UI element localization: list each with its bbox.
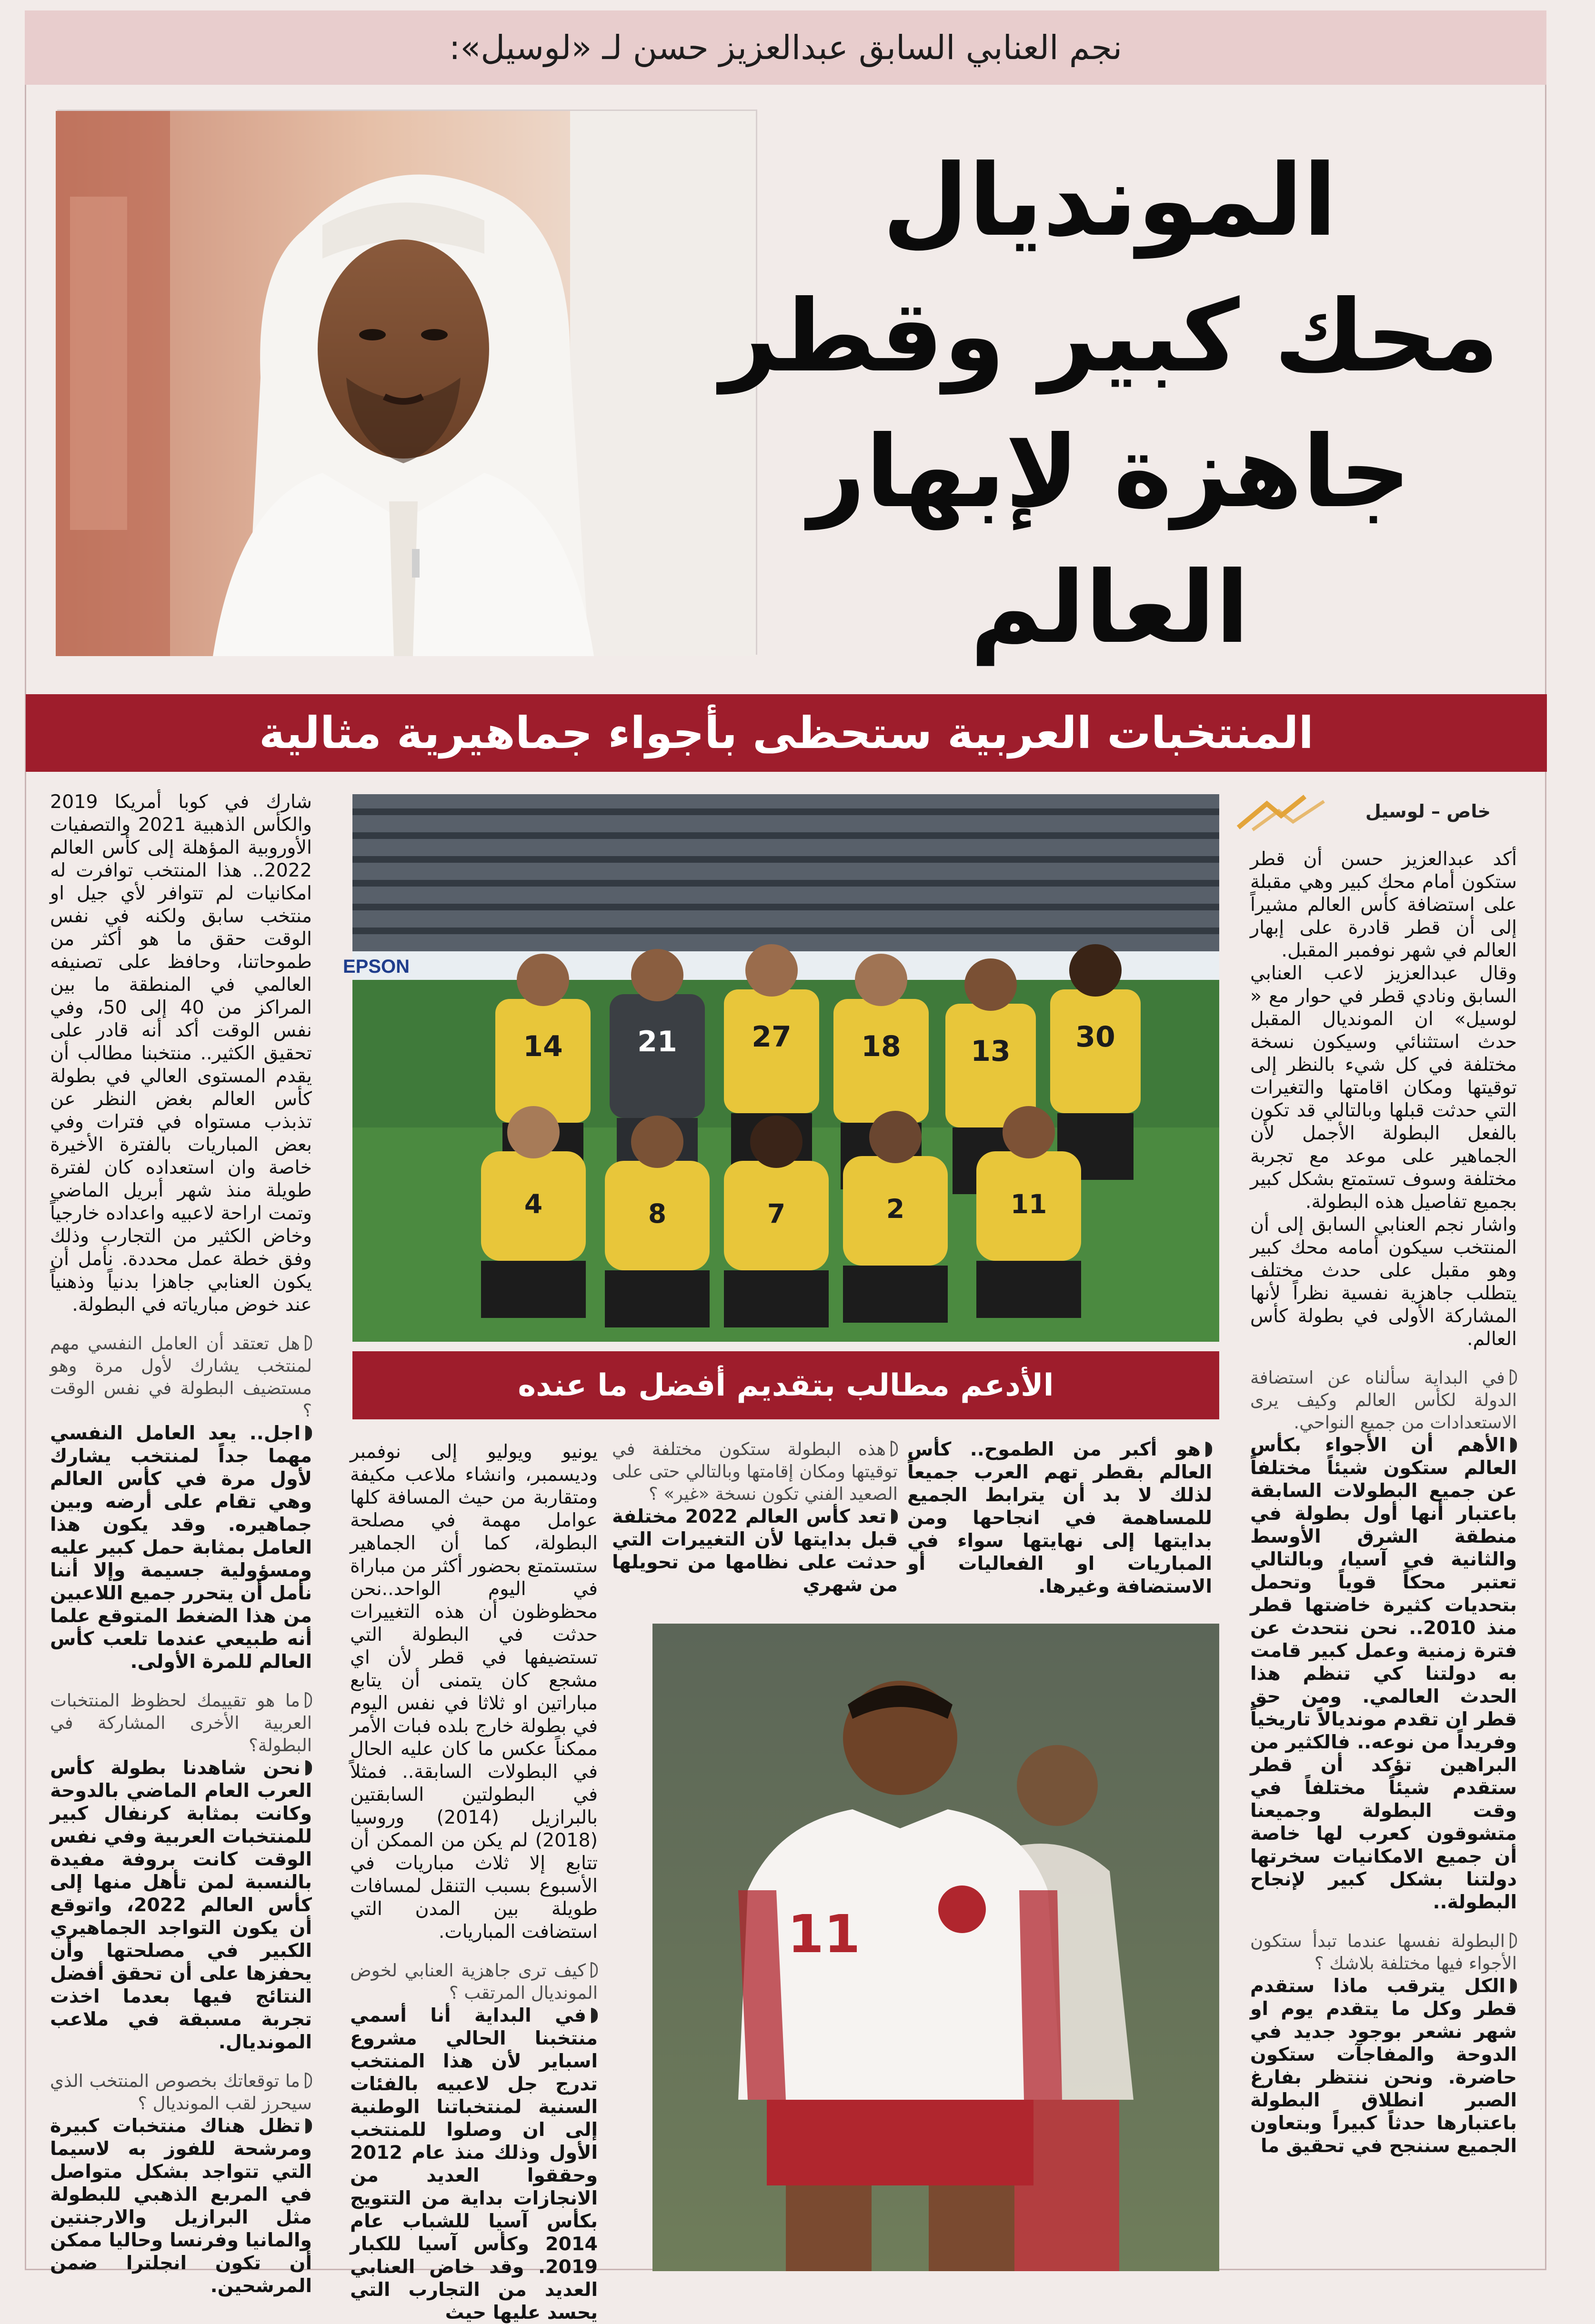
answer: تظل هناك منتخبات كبيرة ومرشحة للفوز به لاسيما التي تتواجد بشكل متواصل في المربع الذهبي للبطولة مثل البرازيل والارجنتين والمانيا وفرنسا وحاليا ممكن أن تكون انجلترا ضمن المرشحين. [50, 2115, 312, 2297]
lusail-logo-icon [1234, 794, 1338, 832]
answer: الكل يترقب ماذا ستقدم قطر وكل ما يتقدم يوم او شهر نشعر بوجود جديد في الدوحة والمفاجآت ستكون حاضرة. ونحن ننتظر بفارغ الصبر انطلاق البطولة باعتبارها حدثاً كبيراً وبتعاون الجميع سننجح في تحقيق ما [1250, 1975, 1517, 2157]
article-column-2 [907, 1438, 1212, 1605]
jersey-number: 11 [787, 1904, 861, 1965]
player-photo [652, 1624, 1219, 2271]
subtitle-banner [26, 694, 1547, 772]
paragraph: يونيو ويوليو إلى نوفمبر وديسمبر، وانشاء ملاعب مكيفة ومتقاربة من حيث المسافة كلها عوامل مهمة في مصلحة البطولة، كما أن الجماهير ستستمتع بحضور أكثر من مباراة في اليوم الواحد..نحن محظوظون أن هذه التغييرات حدثت في البطولة التي تستضيفها في قطر لأن اي مشجع كان يتمنى أن يتابع مباراتين او ثلاثا في نفس اليوم في بطولة خارج بلده فبات الأمر ممكناً عكس ما كان عليه الحال في البطولات السابقة.. فمثلاً في البطولتين السابقتين بالبرازيل (2014) وروسيا (2018) لم يكن من الممكن أن تتابع إلا ثلاث مباريات في الأسبوع بسبب التنقل لمسافات طويلة بين المدن التي استضافت المباريات. [350, 1441, 598, 1943]
question: هل تعتقد أن العامل النفسي مهم لمنتخب يشارك لأول مرة وهو مستضيف البطولة في نفس الوقت ؟ [50, 1333, 312, 1421]
subtitle-text: المنتخبات العربية ستحظى بأجواء جماهيرية مثالية [259, 708, 1314, 758]
jersey-number: 30 [1075, 1020, 1115, 1054]
answer: نحن شاهدنا بطولة كأس العرب العام الماضي بالدوحة وكانت بمثابة كرنفال كبير للمنتخبات العربية وفي نفس الوقت كانت بروفة مفيدة بالنسبة لمن تأهل منها إلى كأس العالم 2022، واتوقع أن يكون التواجد الجماهيري الكبير في مصلحتها وأن يحفزها على أن تحقق أفضل النتائج فيها بعدما اخذت تجربة مسبقة في ملاعب المونديال. [50, 1757, 312, 2053]
jersey-number: 13 [971, 1035, 1011, 1068]
answer: تعد كأس العالم 2022 مختلفة قبل بدايتها لأن التغييرات التي حدثت على نظامها من تحويلها من شهري [612, 1506, 898, 1596]
paragraph: هو أكبر من الطموح.. كأس العالم بقطر تهم العرب جميعاً لذلك لا بد أن يترابط الجميع للمساهمة في انجاحها ومن بدايتها إلى نهايتها سواء في المباريات او الفعاليات أو الاستضافة وغيرها. [907, 1438, 1212, 1597]
jersey-number: 11 [1010, 1189, 1047, 1219]
pull-quote-bar [352, 1351, 1219, 1419]
jersey-number: 2 [886, 1194, 905, 1224]
jersey-number: 14 [523, 1030, 563, 1063]
headline-line-2: محك كبير وقطر [720, 279, 1499, 394]
portrait-illustration [56, 111, 756, 656]
question: البطولة نفسها عندما تبدأ ستكون الأجواء فيها مختلفة بلاشك ؟ [1250, 1931, 1517, 1974]
answer: في البداية أنا أسمي منتخبنا الحالي مشروع اسباير لأن هذا المنتخب تدرج جل لاعبيه بالفئات السنية لمنتخباتنا الوطنية إلى ان وصلوا للمنتخب الأول وذلك منذ عام 2012 وحققوا العديد من الانجازات بداية من التتويج بكأس آسيا للشباب عام 2014 وكأس آسيا للكبار 2019. وقد خاض العنابي العديد من التجارب التي يحسد عليها حيث [350, 2005, 598, 2324]
jersey-number: 18 [861, 1030, 901, 1063]
paragraph: شارك في كوبا أمريكا 2019 والكأس الذهبية 2021 والتصفيات الأوروبية المؤهلة إلى كأس العالم 2022.. هذا المنتخب توافرت له امكانيات لم تتوافر لأي جيل او منتخب سابق ولكنه في نفس الوقت حقق ما هو أكثر من طموحاتنا، وحافظ على تصنيفه العالمي في المنطقة ما بين المراكز من 40 إلى 50، وفي نفس الوقت أكد أنه قادر على تحقيق الكثير.. منتخبنا مطالب أن يقدم المستوى العالي في بطولة كأس العالم بغض النظر عن تذبذب مستواه في فترات وفي بعض المباريات بالفترة الأخيرة خاصة وان استعداده كان لفترة طويلة منذ شهر أبريل الماضي وتمت اراحة لاعبيه واعداده خارجياً وخاض الكثير من التجارب وذلك وفق خطة عمل محددة. نأمل أن يكون العنابي جاهزا بدنياً وذهنياً عند خوض مبارياته في البطولة. [50, 791, 312, 1316]
paragraph: واشار نجم العنابي السابق إلى أن المنتخب سيكون أمامه محك كبير وهو مقبل على حدث مختلف يتطلب جاهزية نفسية نظراً لأنها المشاركة الأولى في بطولة كأس العالم. [1250, 1214, 1517, 1350]
portrait-photo [57, 110, 757, 655]
question: في البداية سألناه عن استضافة الدولة لكأس العالم وكيف يرى الاستعدادات من جميع النواحي. [1250, 1367, 1517, 1433]
question: كيف ترى جاهزية العنابي لخوض المونديال المرتقب ؟ [350, 1960, 598, 2003]
jersey-number: 7 [767, 1198, 786, 1229]
answer: اجل.. يعد العامل النفسي مهما جداً لمنتخب يشارك لأول مرة في كأس العالم وهي تقام على أرضه وبين جماهيره. وقد يكون هذا العامل بمثابة حمل كبير عليه ومسؤولية جسيمة وإلا أننا نأمل أن يتحرر جميع اللاعبين من هذا الضغط المتوقع علما أنه طبيعي عندما تلعب كأس العالم للمرة الأولى. [50, 1422, 312, 1673]
jersey-number: 27 [752, 1020, 792, 1054]
pull-quote-text: الأدعم مطالب بتقديم أفضل ما عنده [518, 1367, 1054, 1403]
source-text: خاص – لوسيل [1365, 801, 1491, 822]
article-column-5 [50, 790, 312, 2297]
jersey-number: 8 [648, 1198, 667, 1229]
article-column-1 [1250, 848, 1517, 2262]
headline [676, 133, 1543, 671]
headline-line-4: العالم [970, 550, 1250, 666]
team-photo [342, 794, 1219, 1342]
question: ما هو تقييمك لحظوظ المنتخبات العربية الأخرى المشاركة في البطولة؟ [50, 1690, 312, 1755]
jersey-number: 21 [637, 1025, 677, 1058]
paragraph: أكد عبدالعزيز حسن أن قطر ستكون أمام محك كبير وهي مقبلة على استضافة كأس العالم مشيراً إلى أن قطر قادرة على إبهار العالم في شهر نوفمبر المقبل. [1250, 848, 1517, 961]
headline-line-1: المونديال [882, 143, 1337, 259]
paragraph: وقال عبدالعزيز لاعب العنابي السابق ونادي قطر في حوار مع « لوسيل» ان المونديال المقبل حدث استثنائي وسيكون نسخة مختلفة في كل شيء بالنظر إلى توقيتها ومكان اقامتها والتغيرات التي حدثت قبلها وبالتالي قد تكون بالفعل البطولة الأجمل لأن الجماهير على موعد مع تجربة مختلفة وسوف تستمتع بشكل كبير بجميع تفاصيل هذه البطولة. [1250, 962, 1517, 1213]
question: ما توقعاتك بخصوص المنتخب الذي سيحرز لقب المونديال ؟ [50, 2071, 312, 2114]
source-tag [1238, 794, 1505, 837]
question: هذه البطولة ستكون مختلفة في توقيتها ومكان إقامتها وبالتالي حتى على الصعيد الفني تكون نسخة «غير» ؟ [612, 1439, 898, 1504]
headline-line-3: جاهزة لإبهار [808, 415, 1411, 530]
team-photo-ad: EPSON [342, 956, 410, 977]
article-column-4 [350, 1440, 598, 2324]
player-photo-illustration [652, 1624, 1219, 2271]
kicker-band [25, 10, 1546, 85]
team-photo-illustration [342, 794, 1219, 1342]
article-column-3 [612, 1438, 898, 1614]
answer: الأهم أن الأجواء بكأس العالم ستكون شيئاً مختلفاً عن جميع البطولات السابقة باعتبار أنها أول بطولة في منطقة الشرق الأوسط والثانية في آسيا، وبالتالي تعتبر محكاً قوياً وتحمل بتحديات كثيرة خاضتها قطر منذ 2010.. نحن نتحدث عن فترة زمنية وعمل كبير قامت به دولتنا كي تنظم هذا الحدث العالمي. ومن حق قطر ان تقدم مونديالاً تاريخياً وفريداً من نوعه.. فالكثير من البراهين تؤكد أن قطر ستقدم شيئاً مختلفاً في وقت البطولة وجميعنا متشوقون كعرب لها خاصة أن جميع الامكانيات سخرتها دولتنا بشكل كبير لإنجاح البطولة.. [1250, 1434, 1517, 1913]
jersey-number: 4 [524, 1189, 543, 1219]
kicker-text: نجم العنابي السابق عبدالعزيز حسن لـ «لوسيل»: [449, 28, 1123, 67]
